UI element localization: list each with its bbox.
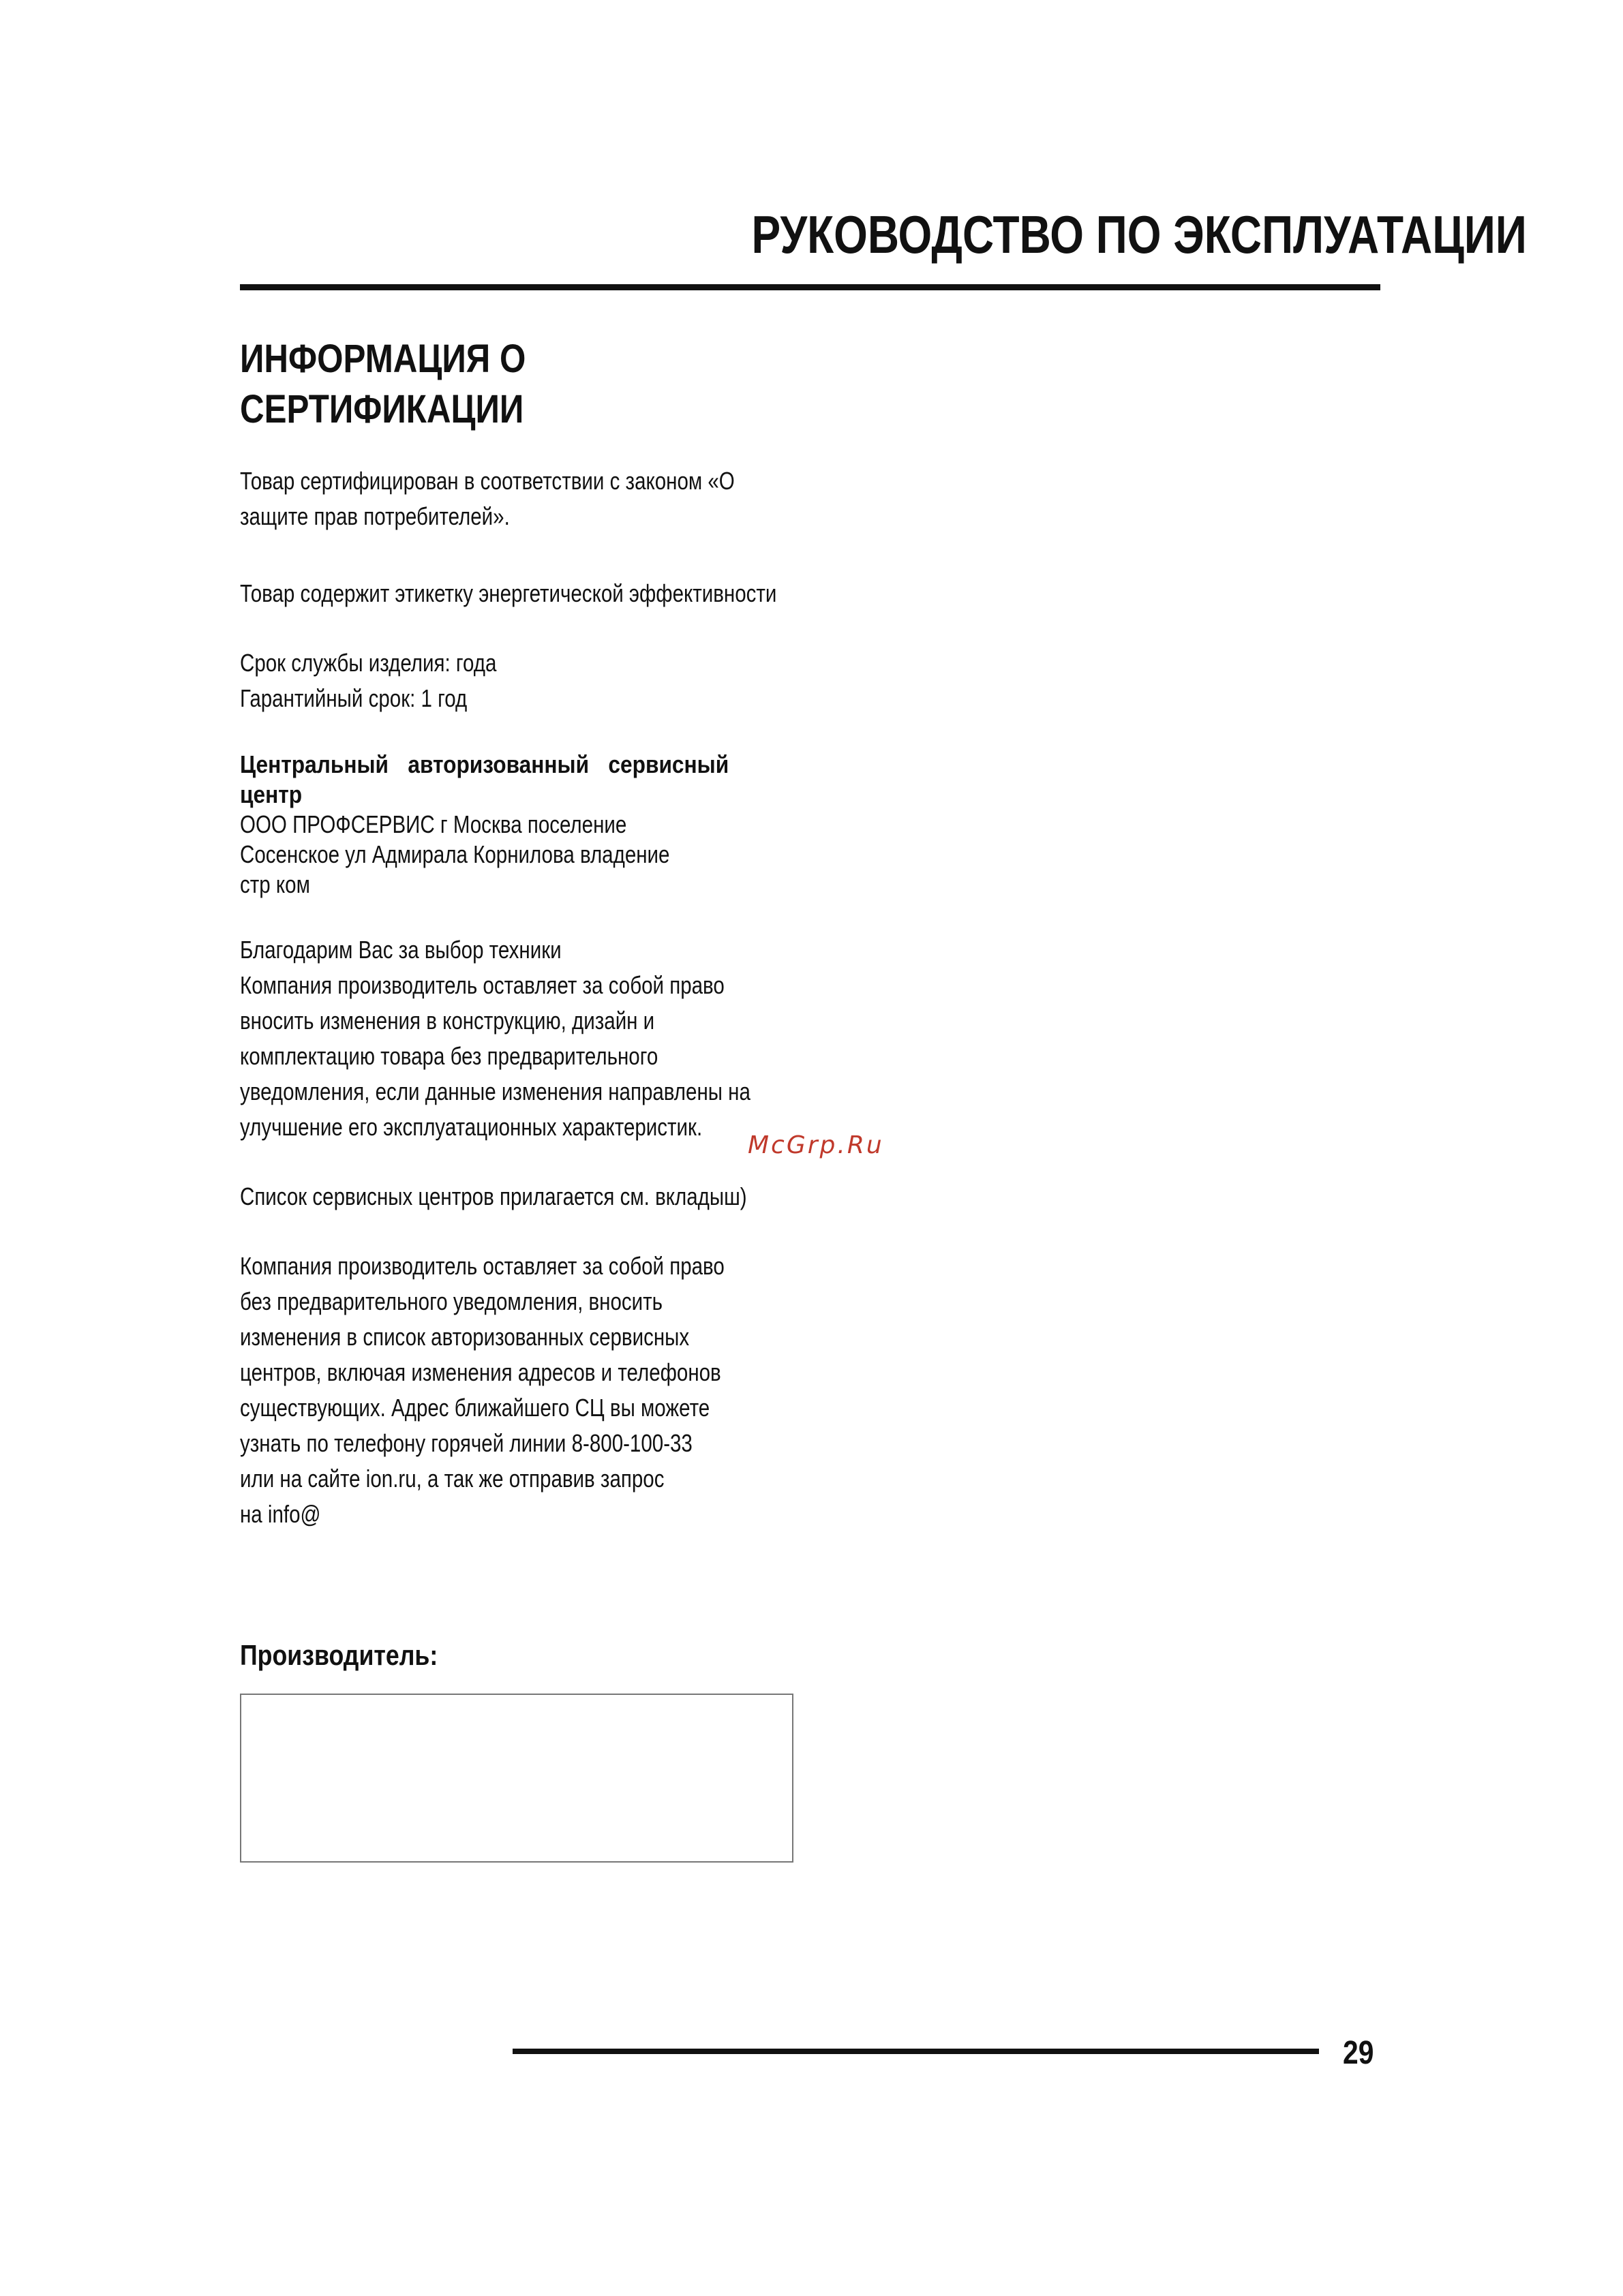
rights-paragraph: [240, 1249, 725, 1532]
address-line-3: стр ком: [240, 870, 310, 898]
header-divider: [240, 284, 1380, 290]
section-title-line-2: СЕРТИФИКАЦИИ: [240, 387, 524, 431]
service-list-text: Список сервисных центров прилагается см. вкладыш): [240, 1182, 747, 1210]
page-header-title: РУКОВОДСТВО ПО ЭКСПЛУАТАЦИИ: [751, 204, 1527, 264]
rights-line-4: центров, включая изменения адресов и телефонов: [240, 1358, 721, 1386]
certification-line-2: защите прав потребителей».: [240, 502, 510, 530]
thanks-line-6: улучшение его эксплуатационных характеристик.: [240, 1113, 703, 1141]
address-line-2: Сосенское ул Адмирала Корнилова владение: [240, 840, 670, 868]
service-life-text: Срок службы изделия: года: [240, 649, 497, 677]
address-line-1: ООО ПРОФСЕРВИС г Москва поселение: [240, 810, 627, 838]
thanks-line-5: уведомления, если данные изменения направлены на: [240, 1077, 750, 1105]
thanks-line-3: вносить изменения в конструкцию, дизайн и: [240, 1007, 655, 1035]
certification-line-1: Товар сертифицирован в соответствии с законом «О: [240, 467, 735, 495]
rights-line-1: Компания производитель оставляет за собой право: [240, 1252, 725, 1280]
terms-paragraph: [240, 645, 496, 716]
watermark-text: McGrp.Ru: [748, 1131, 884, 1159]
manufacturer-label: Производитель:: [240, 1639, 438, 1671]
thanks-line-1: Благодарим Вас за выбор техники: [240, 936, 562, 964]
warranty-text: Гарантийный срок: 1 год: [240, 684, 468, 712]
thanks-line-2: Компания производитель оставляет за собой право: [240, 971, 725, 999]
service-center-address: [240, 810, 669, 900]
service-center-heading: [240, 750, 729, 810]
rights-line-5: существующих. Адрес ближайшего СЦ вы можете: [240, 1394, 710, 1422]
service-center-heading-word-1: Центральный: [240, 750, 389, 778]
rights-line-6: узнать по телефону горячей линии 8-800-100-33: [240, 1429, 693, 1457]
section-title: [240, 334, 526, 435]
rights-line-3: изменения в список авторизованных сервисных: [240, 1323, 690, 1351]
page-number: 29: [1343, 2035, 1374, 2071]
rights-line-2: без предварительного уведомления, вносить: [240, 1287, 663, 1315]
thanks-paragraph: [240, 932, 750, 1145]
certification-paragraph: [240, 463, 735, 534]
manufacturer-box: [240, 1694, 793, 1863]
service-center-heading-word-4: центр: [240, 780, 303, 808]
section-title-line-1: ИНФОРМАЦИЯ О: [240, 337, 526, 381]
service-center-heading-word-2: авторизованный: [408, 750, 590, 778]
service-center-heading-word-3: сервисный: [608, 750, 729, 778]
thanks-line-4: комплектацию товара без предварительного: [240, 1042, 658, 1070]
energy-label-text: Товар содержит этикетку энергетической эффективности: [240, 579, 777, 607]
rights-line-8: на info@: [240, 1500, 321, 1528]
rights-line-7: или на сайте ion.ru, а так же отправив запрос: [240, 1465, 665, 1493]
footer-divider: [513, 2049, 1319, 2054]
